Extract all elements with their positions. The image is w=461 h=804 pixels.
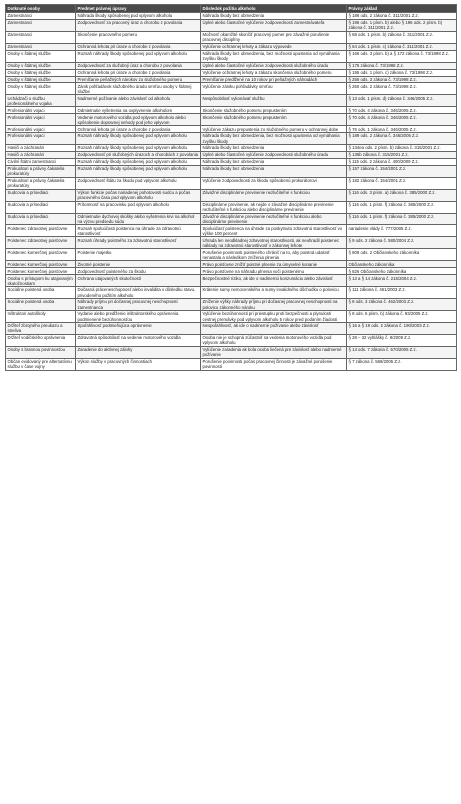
cell-consequence: Skončenie služobného pomeru prepustením — [201, 107, 347, 114]
table-row — [6, 126, 457, 133]
table-row — [6, 346, 457, 358]
cell-legal-basis: § 175 zákona č. 73/1998 Z.z. — [347, 62, 457, 69]
cell-affected-persons: Profesionálni vojaci — [6, 107, 76, 114]
table-row — [6, 261, 457, 268]
table-row — [6, 114, 457, 126]
table-row — [6, 287, 457, 299]
cell-legal-basis: § 260 ods. 2 zákona č. 73/1998 Z.z. — [347, 83, 457, 95]
cell-affected-persons: Hasiči a záchranári — [6, 145, 76, 152]
cell-legal-basis: § 256 ods. 3 zákona č. 73/1998 Z.z. — [347, 76, 457, 83]
cell-subject-of-regulation: Skončenie pracovného pomeru — [76, 31, 201, 43]
cell-subject-of-regulation: Zaradenie do aktívnej zálohy — [76, 346, 201, 358]
cell-consequence: Vylúčenie zákazu prepustenia zo služobného pomeru v ochrannej dobe — [201, 126, 347, 133]
cell-subject-of-regulation: Ochranná lehota pri úraze a chorobe z povolania — [76, 43, 201, 50]
cell-affected-persons: Držiteľ vodičského oprávnenia — [6, 334, 76, 346]
cell-affected-persons: Uchádzači o službu profesionálneho vojaka — [6, 95, 76, 107]
table-row — [6, 334, 457, 346]
cell-consequence: Možnosť okamžité skončiť pracovný pomer pre závažné porušenie pracovnej disciplíny — [201, 31, 347, 43]
cell-consequence: Vylúčenie zodpovednosti za škodu spôsobenú prokurátorovi — [201, 177, 347, 189]
cell-consequence: Vylúčenie ochrannej lehoty a zákazu skončenia služobného pomeru — [201, 69, 347, 76]
table-row — [6, 13, 457, 20]
cell-subject-of-regulation: Premlčanie peňažných nárokov zo služobného pomeru — [76, 76, 201, 83]
cell-legal-basis: § 14 ods. 7 zákona č. 570/2005 Z.z. — [347, 346, 457, 358]
cell-subject-of-regulation: Zodpovednosť za služobný úraz a chorobu z povolania — [76, 62, 201, 69]
cell-subject-of-regulation: Rozsah náhrady škody spôsobenej pod vplyvom alkoholu — [76, 145, 201, 152]
cell-consequence: Právo poisťovne znížiť poistné plnenie za úmyselné konanie — [201, 261, 347, 268]
cell-consequence: Krátenie sumy nemocenského a sumy invalidného dôchodku o polovicu — [201, 287, 347, 299]
cell-consequence: Osoba nie je schopná zúčastniť sa vedenia motorového vozidla pod vplyvom alkoholu — [201, 334, 347, 346]
cell-affected-persons: Poistenec komerčnej poisťovne — [6, 268, 76, 275]
cell-legal-basis: § 8 ods. 3 zákona č. 462/2003 Z.z. — [347, 299, 457, 311]
cell-affected-persons: Inštruktori autoškoly — [6, 311, 76, 323]
table-row — [6, 275, 457, 287]
cell-legal-basis: § 157 zákona č. 154/2001 Z.z. — [347, 165, 457, 177]
cell-legal-basis: § 9 ods. 2 zákona č. 580/2004 Z.z. — [347, 237, 457, 249]
cell-consequence: Premlčanie predĺžené na 10 rokov pri peňažných náhradách — [201, 76, 347, 83]
cell-legal-basis: § 68 ods. 1 písm. b) zákona č. 311/2001 Z.z. — [347, 31, 457, 43]
cell-legal-basis: § 186 ods. 2 zákona č. 311/2001 Z.z. — [347, 13, 457, 20]
cell-affected-persons: Zamestnanci — [6, 19, 76, 31]
cell-consequence: Závažné disciplinárne previnenie nezlučiteľné s funkciou — [201, 189, 347, 201]
table-row — [6, 107, 457, 114]
cell-legal-basis: § 70 ods. 4 zákona č. 346/2005 Z.z. — [347, 107, 457, 114]
cell-affected-persons: Sudcovia a prísediaci — [6, 201, 76, 213]
cell-legal-basis: § 116 ods. 1 písm. f) zákona č. 385/2000 Z.z. — [347, 201, 457, 213]
cell-consequence: Právo poisťovne na náhradu plnenia voči poistenému — [201, 268, 347, 275]
table-row — [6, 165, 457, 177]
cell-legal-basis: § 7 zákona č. 569/2005 Z.z. — [347, 358, 457, 370]
cell-affected-persons: Osoby v štátnej službe — [6, 62, 76, 69]
cell-consequence: Vylúčenie ochrannej lehoty a zákazu výpovede — [201, 43, 347, 50]
cell-consequence: Závažné disciplinárne previnenie nezlučiteľné s funkciou alebo disciplinárne previnenie — [201, 213, 347, 225]
cell-legal-basis: § 111 zákona č. 461/2003 Z.z. — [347, 287, 457, 299]
cell-affected-persons: Profesionálni vojaci — [6, 133, 76, 145]
cell-legal-basis: § 809 ods. 2 Občianskeho zákonníka — [347, 249, 457, 261]
cell-subject-of-regulation: Dočasná práceneschopnosť alebo invalidita v dôsledku stavu, privodeného požitím alkoholu — [76, 287, 201, 299]
cell-subject-of-regulation: Odmietnutie dychovej skúšky alebo vyšetrenia krvi na alkohol na výzvu predsedu súdu — [76, 213, 201, 225]
cell-subject-of-regulation: Zánik pohľadávok služobného úradu smrťou osoby v štátnej službe — [76, 83, 201, 95]
cell-consequence: Porušenie povinnosti počas pracovnej činnosti je závažné porušenie povinností — [201, 358, 347, 370]
cell-legal-basis: nariadenie vlády č. 777/2005 Z.z. — [347, 225, 457, 237]
cell-consequence: Disciplinárne previnenie, ak nejde o závažné disciplinárne previnenie nezlučiteľné s funkciou alebo disciplinárne previnenie — [201, 201, 347, 213]
cell-consequence: Úhrada len neodkladnej zdravotnej starostlivosti, ak neuhradil poistenec náklady na zdravotnú starostlivosť v zákonnej lehote — [201, 237, 347, 249]
cell-subject-of-regulation: Ochranná lehota pri úraze a chorobe z povolania — [76, 126, 201, 133]
table-row — [6, 249, 457, 261]
table-row — [6, 50, 457, 62]
cell-legal-basis: § 13 a § 14 zákona č. 215/2004 Z.z. — [347, 275, 457, 287]
cell-legal-basis: § 64 ods. 1 písm. c) zákona č. 311/2001 Z.z. — [347, 43, 457, 50]
cell-affected-persons: Civilní štátni zamestnanci — [6, 158, 76, 165]
cell-legal-basis: § 16 a § 19 ods. 2 zákona č. 190/2003 Z.z. — [347, 323, 457, 335]
cell-affected-persons: Sudcovia a prísediaci — [6, 189, 76, 201]
cell-legal-basis: § 116 ods. 3 písm. a) zákona č. 385/2000 Z.z. — [347, 189, 457, 201]
table-row — [6, 213, 457, 225]
table-body — [6, 13, 457, 371]
cell-consequence: Náhrada škody bez obmedzenia, bez možnosti upustenia od vymáhania zvyšku škody — [201, 133, 347, 145]
cell-subject-of-regulation: Poistenie majetku — [76, 249, 201, 261]
cell-subject-of-regulation: Spoľahlivosť podmieňujúca oprávnenie — [76, 323, 201, 335]
column-header-consequence: Dôsledok požitia alkoholu — [201, 5, 347, 13]
cell-affected-persons: Profesionálni vojaci — [6, 126, 76, 133]
cell-affected-persons: Hasiči a záchranári — [6, 151, 76, 158]
cell-affected-persons: Sociálne poistená osoba — [6, 287, 76, 299]
table-row — [6, 323, 457, 335]
table-row — [6, 177, 457, 189]
cell-subject-of-regulation: Ochranná lehota pri úraze a chorobe z povolania — [76, 69, 201, 76]
table-row — [6, 133, 457, 145]
table-row — [6, 299, 457, 311]
cell-affected-persons: Sociálne poistená osoba — [6, 299, 76, 311]
cell-affected-persons: Osoby v štátnej službe — [6, 76, 76, 83]
cell-legal-basis: § 166 ods. 3 písm. b) a § 172 zákona č. 73/1998 Z.z. — [347, 50, 457, 62]
cell-legal-basis: § 826 Občianskeho zákonníka — [347, 268, 457, 275]
cell-affected-persons: Zamestnanci — [6, 31, 76, 43]
cell-affected-persons: Poistenec komerčnej poisťovne — [6, 249, 76, 261]
cell-subject-of-regulation: Vydanie alebo predĺženie inštruktorského oprávnenia podmienené bezúhonnosťou — [76, 311, 201, 323]
cell-consequence: Skončenie služobného pomeru prepustením — [201, 114, 347, 126]
cell-affected-persons: Osoba s prístupom ku utajovaným skutočnostiam — [6, 275, 76, 287]
alcohol-legal-consequences-table — [5, 4, 457, 371]
cell-consequence: Bezpečnostné riziko, ak ide o nadmernú konzumáciu alebo závislosť — [201, 275, 347, 287]
cell-legal-basis: § 182 zákona č. 154/2001 Z.z. — [347, 177, 457, 189]
cell-subject-of-regulation: Vedenie motorového vozidla pod vplyvom alkoholu alebo spôsobenie dopravnej nehody pod jeho vplyvom — [76, 114, 201, 126]
table-row — [6, 189, 457, 201]
cell-subject-of-regulation: Zdravotná spôsobilosť na vedenie motorového vozidla — [76, 334, 201, 346]
cell-subject-of-regulation: Prítomnosť na pracovisku pod vplyvom alkoholu — [76, 201, 201, 213]
cell-subject-of-regulation: Náhrady príjmu pri dočasnej pracovnej neschopnosti zamestnanca — [76, 299, 201, 311]
cell-legal-basis: § 76 ods. 1 zákona č. 346/2005 Z.z. — [347, 126, 457, 133]
table-row — [6, 43, 457, 50]
cell-subject-of-regulation: Výkon funkcie počas nariadenej pohotovosti sudcu a počas pracovného času pod vplyvom alkoholu — [76, 189, 201, 201]
cell-consequence: Náhrada škody bez obmedzenia — [201, 158, 347, 165]
cell-affected-persons: Poistenec zdravotnej poisťovne — [6, 225, 76, 237]
cell-legal-basis: § 134ea ods. 2 písm. b) zákona č. 315/2001 Z.z. — [347, 145, 457, 152]
cell-legal-basis: § 115 ods. 2 zákona č. 400/2009 Z.z. — [347, 158, 457, 165]
cell-legal-basis: § 116 ods. 1 písm. f) zákona č. 385/2000 Z.z. — [347, 213, 457, 225]
cell-consequence: Spoluúčasť poistenca na úhrade za poskytnutú zdravotnú starostlivosť vo výške 100 percent — [201, 225, 347, 237]
table-row — [6, 145, 457, 152]
cell-subject-of-regulation: Rozsah náhrady škody spôsobenej pod vplyvom alkoholu — [76, 165, 201, 177]
cell-consequence: Náhrada škody bez obmedzenia, bez možnosti upustenia od vymáhania zvyšku škody — [201, 50, 347, 62]
cell-legal-basis: § 135b zákona č. 315/2001 Z.z. — [347, 151, 457, 158]
cell-affected-persons: Držiteľ zbrojného preukazu a streliva — [6, 323, 76, 335]
table-row — [6, 151, 457, 158]
table-row — [6, 201, 457, 213]
table-row — [6, 95, 457, 107]
cell-affected-persons: Osoby s brannou povinnosťou — [6, 346, 76, 358]
table-row — [6, 158, 457, 165]
cell-consequence: Úplné alebo čiastočné vylúčenie zodpovednosti zamestnávateľa — [201, 19, 347, 31]
table-row — [6, 225, 457, 237]
cell-subject-of-regulation: Odmietnutie vyšetrenia na ovplyvnenie alkoholom — [76, 107, 201, 114]
cell-consequence: Nespôsobilosť vykonávať službu — [201, 95, 347, 107]
cell-consequence: Nespoľahlivosť, ak ide o nadmerné požívanie alebo závislosť — [201, 323, 347, 335]
cell-affected-persons: Osoby v štátnej službe — [6, 50, 76, 62]
cell-subject-of-regulation: Zodpovednosť za pracovný úraz a chorobu z povolania — [76, 19, 201, 31]
cell-legal-basis: § 196 ods. 1 písm. b) alebo § 196 ods. 2 písm. b) zákona č. 311/2001 Z.z. — [347, 19, 457, 31]
cell-affected-persons: Zamestnanci — [6, 43, 76, 50]
cell-legal-basis: Občianskeho zákonníka — [347, 261, 457, 268]
column-header-legal-basis: Právny základ — [347, 5, 457, 13]
cell-subject-of-regulation: Zodpovednosť pri služobných úrazoch a chorobách z povolania — [76, 151, 201, 158]
cell-affected-persons: Prokurátori a právny čakatelia prokuratúry — [6, 177, 76, 189]
cell-consequence: Náhrada škody bez obmedzenia — [201, 13, 347, 20]
cell-subject-of-regulation: Zodpovednosť poisteného za škodu — [76, 268, 201, 275]
table-row — [6, 358, 457, 370]
cell-consequence: Náhrada škody bez obmedzenia — [201, 165, 347, 177]
cell-affected-persons: Poistenec zdravotnej poisťovne — [6, 237, 76, 249]
cell-legal-basis: § 195 ods. 1 písm. c) zákona č. 73/1998 Z.z. — [347, 69, 457, 76]
table-row — [6, 69, 457, 76]
cell-subject-of-regulation: Rozsah náhrady škody spôsobenej pod vplyvom alkoholu — [76, 50, 201, 62]
cell-subject-of-regulation: Nadmerné požívanie alebo závislosť od alkoholu — [76, 95, 201, 107]
column-header-affected-persons: Dotknuté osoby — [6, 5, 76, 13]
cell-subject-of-regulation: Náhrada škody spôsobenej pod vplyvom alkoholu — [76, 13, 201, 20]
table-row — [6, 76, 457, 83]
page — [5, 4, 456, 371]
table-row — [6, 62, 457, 69]
cell-legal-basis: § 189 ods. 2 zákona č. 346/2005 Z.z. — [347, 133, 457, 145]
cell-subject-of-regulation: Rozsah spoluúčasti poistenca na úhrade za zdravotnú starostlivosť — [76, 225, 201, 237]
cell-affected-persons: Profesionálni vojaci — [6, 114, 76, 126]
table-row — [6, 311, 457, 323]
cell-affected-persons: Osoby v štátnej službe — [6, 69, 76, 76]
cell-legal-basis: § 13 ods. 1 písm. d) zákona č. 346/2005 Z.z. — [347, 95, 457, 107]
cell-affected-persons: Poistenec komerčnej poisťovne — [6, 261, 76, 268]
cell-subject-of-regulation: Ochrana utajovaných skutočností — [76, 275, 201, 287]
table-row — [6, 237, 457, 249]
table-header — [6, 5, 457, 13]
header-row — [6, 5, 457, 13]
cell-legal-basis: § 28 – 32 vyhlášky č. 9/2009 Z.z. — [347, 334, 457, 346]
cell-subject-of-regulation: Zodpovednosť štátu za škodu pod vplyvom alkoholu — [76, 177, 201, 189]
table-row — [6, 19, 457, 31]
cell-consequence: Vylúčenie zaradenia ak bola osoba liečená pre závislosť alebo nadmerné požívanie — [201, 346, 347, 358]
cell-subject-of-regulation: Životné poistenie — [76, 261, 201, 268]
cell-affected-persons: Osoby v štátnej službe — [6, 83, 76, 95]
cell-affected-persons: Sudcovia a prísediaci — [6, 213, 76, 225]
cell-affected-persons: Občan evidovaný pre alternatívnu službu v čase vojny — [6, 358, 76, 370]
cell-consequence: Úplné alebo čiastočné vylúčenie zodpovednosti služobného úradu — [201, 151, 347, 158]
table-row — [6, 268, 457, 275]
table-row — [6, 83, 457, 95]
cell-consequence: Úplné alebo čiastočné vylúčenie zodpovednosti služobného úradu — [201, 62, 347, 69]
cell-subject-of-regulation: Rozsah náhrady škody spôsobenej pod vplyvom alkoholu — [76, 133, 201, 145]
cell-subject-of-regulation: Rozsah úhrady poistného za zdravotnú starostlivosť — [76, 237, 201, 249]
cell-legal-basis: § 70 ods. 4 zákona č. 346/2005 Z.z. — [347, 114, 457, 126]
cell-subject-of-regulation: Výkon služby v pracovných činnostiach — [76, 358, 201, 370]
cell-consequence: Porušenie povinnosti poisteného chrániť na to, aby poistná udalosť nenastala a následkom zníženia plnenia — [201, 249, 347, 261]
table-row — [6, 31, 457, 43]
cell-legal-basis: § 8 ods. 6 písm. b) zákona č. 93/2005 Z.z. — [347, 311, 457, 323]
cell-consequence: Zníženie výšky náhrady príjmu pri dočasnej pracovnej neschopnosti na polovicu zákonného nároku — [201, 299, 347, 311]
column-header-subject-of-regulation: Predmet právnej úpravy — [76, 5, 201, 13]
cell-consequence: Vylúčenie zániku pohľadávky smrťou — [201, 83, 347, 95]
cell-consequence: Náhrada škody bez obmedzenia — [201, 145, 347, 152]
cell-subject-of-regulation: Rozsah náhrady škody spôsobenej pod vplyvom alkoholu — [76, 158, 201, 165]
cell-affected-persons: Prokurátori a právny čakatelia prokuratúry — [6, 165, 76, 177]
cell-affected-persons: Zamestnanci — [6, 13, 76, 20]
cell-consequence: Vylúčenie bezúhonnosti pri priestupku proti bezpečnosti a plynulosti cestnej premávky pod vplyvom alkoholu 5 rokov pred podaním žiadosti — [201, 311, 347, 323]
